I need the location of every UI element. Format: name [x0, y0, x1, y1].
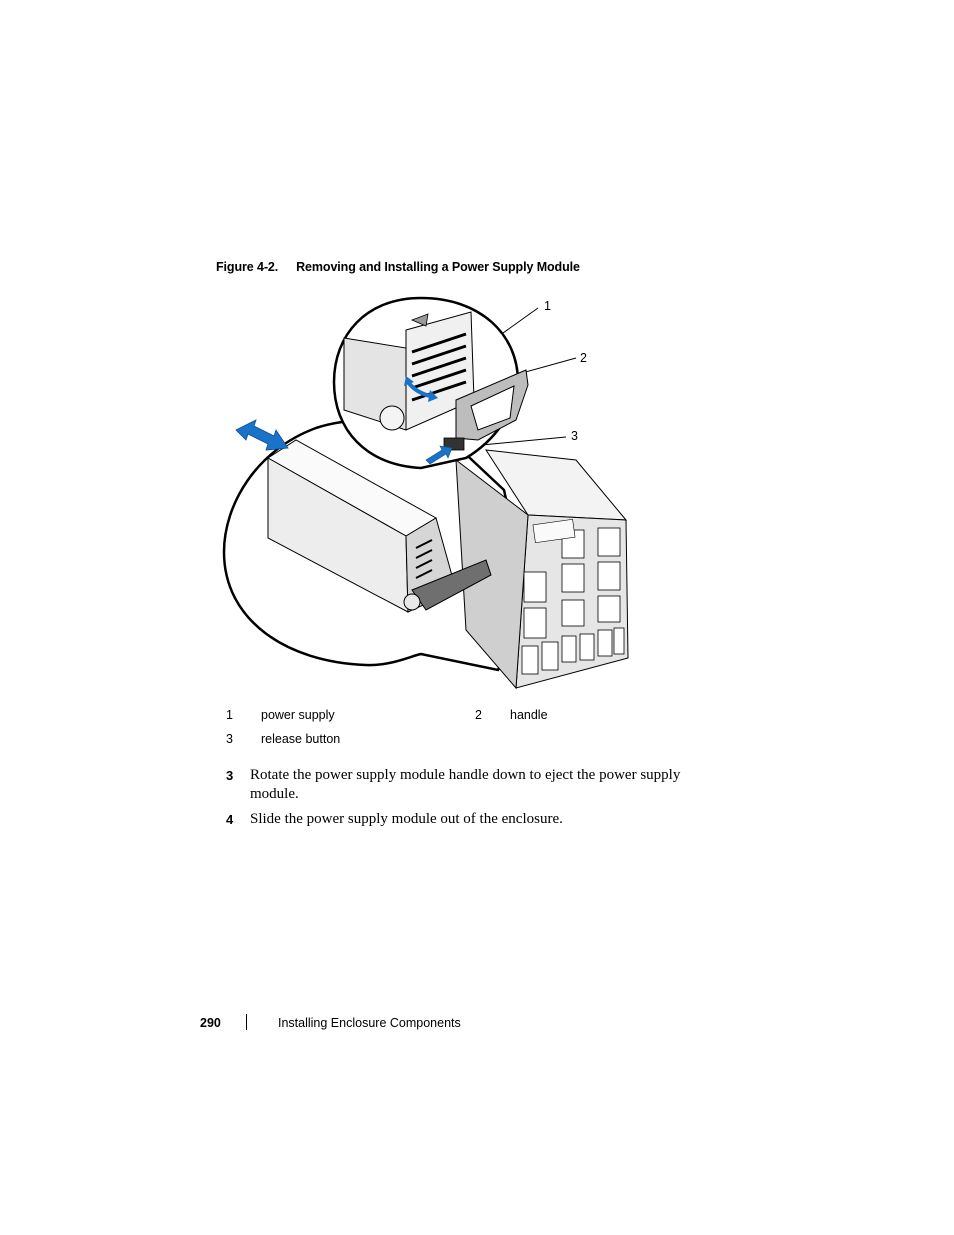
legend-text: release button: [261, 732, 341, 746]
callout-1: 1: [544, 299, 551, 313]
legend-text: handle: [510, 708, 548, 722]
figure-label: Figure 4-2.: [216, 260, 279, 274]
power-supply-illustration: [216, 290, 656, 700]
step-text: Rotate the power supply module handle down to eject the power supply module.: [250, 767, 681, 802]
legend-number: 3: [226, 732, 233, 746]
footer-divider: [246, 1014, 247, 1030]
step-number: 4: [226, 812, 234, 827]
figure-caption: [216, 260, 580, 274]
callout-2: 2: [580, 351, 587, 365]
slide-arrow-icon: [236, 420, 288, 450]
callout-3: 3: [571, 429, 578, 443]
step-number: 3: [226, 768, 234, 783]
figure-title: Removing and Installing a Power Supply Module: [296, 260, 580, 274]
step-text: Slide the power supply module out of the enclosure.: [250, 811, 563, 827]
legend-number: 2: [475, 708, 482, 722]
legend-number: 1: [226, 708, 233, 722]
legend-text: power supply: [261, 708, 335, 722]
footer-section-title: Installing Enclosure Components: [278, 1016, 461, 1030]
page-number: 290: [200, 1016, 221, 1030]
